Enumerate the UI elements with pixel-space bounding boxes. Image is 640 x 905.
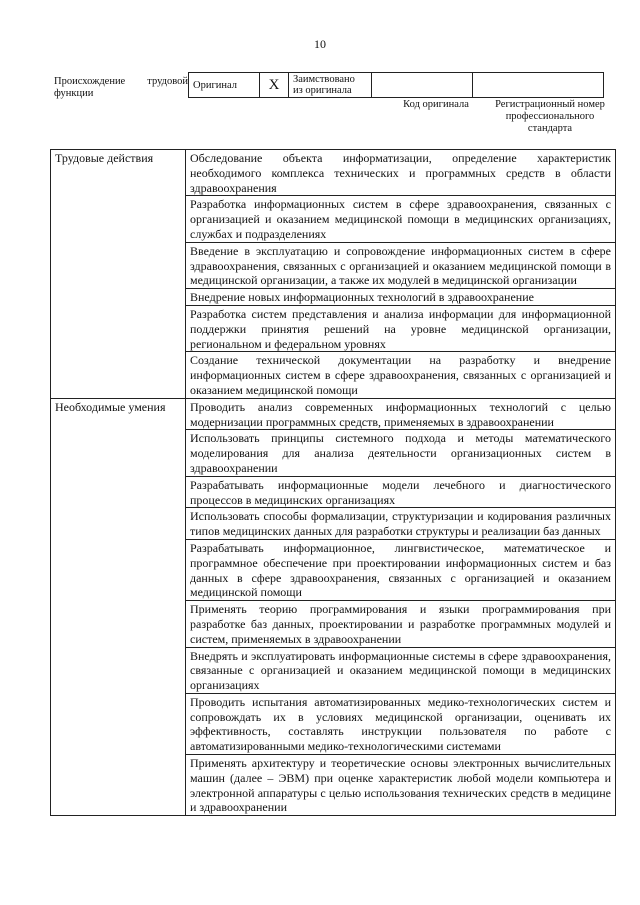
category-cell: Необходимые умения [51, 398, 186, 816]
original-cell: Оригинал [189, 73, 260, 98]
origin-label-word3: функции [54, 88, 94, 99]
reg-number-caption: Регистрационный номер профессионального стандарта [495, 99, 605, 134]
origin-table [188, 72, 604, 98]
page-number: 10 [314, 37, 326, 51]
requirement-cell: Разрабатывать информационное, лингвистическое, математическое и программное обеспечение при проектировании информационных систем и баз данных в сфере здравоохранения, связанных с организацией и оказанием медицинской помощи [186, 539, 616, 600]
origin-label [54, 76, 188, 100]
requirement-cell: Создание технической документации на разработку и внедрение информационных систем в сфере здравоохранения, связанных с организацией и оказанием медицинской помощи [186, 352, 616, 398]
requirement-cell: Обследование объекта информатизации, определение характеристик необходимого комплекса технических и программных средств в области здравоохранения [186, 150, 616, 196]
code-cell [372, 73, 473, 98]
requirement-cell: Внедрять и эксплуатировать информационные системы в сфере здравоохранения, связанные с организацией и оказанием медицинской помощи в медицинских организациях [186, 647, 616, 693]
reg-number-cell [473, 73, 604, 98]
requirement-cell: Использовать способы формализации, структуризации и кодирования различных типов медицинских данных для разработки структуры и реализации баз данных [186, 508, 616, 540]
origin-label-word2: трудовой [147, 76, 188, 87]
table-row [51, 398, 616, 430]
requirement-cell: Разработка систем представления и анализа информации для информационной поддержки принятия решений на уровне медицинской организации, региональном и федеральном уровнях [186, 305, 616, 351]
origin-label-word1: Происхождение [54, 76, 126, 87]
requirement-cell: Проводить анализ современных информационных технологий с целью модернизации программных средств, применяемых в здравоохранении [186, 398, 616, 430]
requirement-cell: Проводить испытания автоматизированных медико-технологических систем и сопровождать их в условиях медицинской организации, оценивать их эффективность, составлять инструкции пользователя по работе с автоматизированными медико-технологическими системами [186, 693, 616, 754]
requirements-table [50, 149, 616, 816]
requirement-cell: Введение в эксплуатацию и сопровождение информационных систем в сфере здравоохранения, связанных с организацией и оказанием медицинской помощи в медицинской организации, а также их модулей в медицинской организации [186, 242, 616, 288]
table-row [51, 150, 616, 196]
code-caption: Код оригинала [403, 99, 469, 110]
requirement-cell: Применять теорию программирования и языки программирования при разработке баз данных, проектировании и разработке программных модулей и систем, применяемых в здравоохранении [186, 601, 616, 647]
requirement-cell: Разрабатывать информационные модели лечебного и диагностического процессов в медицинских организациях [186, 476, 616, 508]
requirement-cell: Разработка информационных систем в сфере здравоохранения, связанных с организацией и оказанием медицинской помощи в медицинских организациях, службах и подразделениях [186, 196, 616, 242]
borrowed-cell: Заимствовано из оригинала [289, 73, 372, 98]
requirements-table-body [51, 150, 616, 816]
category-cell: Трудовые действия [51, 150, 186, 399]
original-mark: X [260, 73, 289, 98]
requirement-cell: Внедрение новых информационных технологий в здравоохранение [186, 289, 616, 306]
requirement-cell: Использовать принципы системного подхода и методы математического моделирования для анализа деятельности организационных систем в здравоохранении [186, 430, 616, 476]
requirement-cell: Применять архитектуру и теоретические основы электронных вычислительных машин (далее – ЭВМ) при оценке характеристик любой модели компьютера и электронной аппаратуры с целью использования технических средств в медицине и здравоохранении [186, 755, 616, 816]
